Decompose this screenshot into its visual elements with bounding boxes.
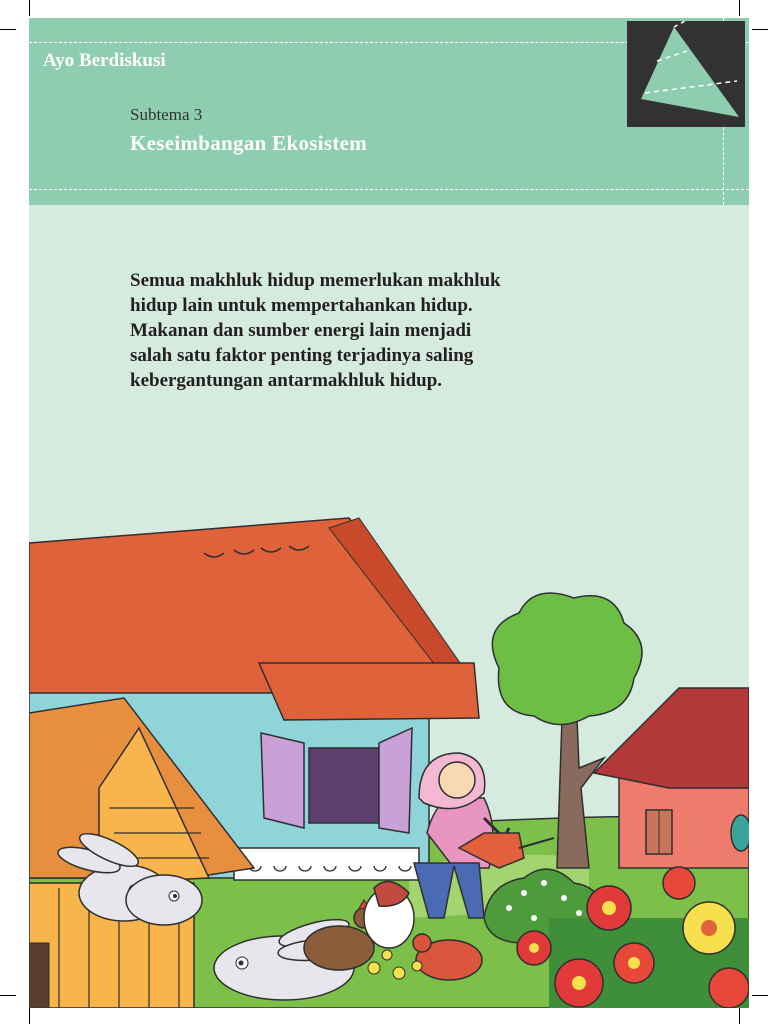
crop-mark (739, 0, 740, 16)
crop-mark (29, 0, 30, 16)
dashed-rule-bottom (29, 189, 749, 190)
body-line: Semua makhluk hidup memerlukan makhluk (130, 270, 501, 291)
crop-mark (0, 995, 16, 996)
crop-mark (739, 1008, 740, 1024)
section-label: Ayo Berdiskusi (43, 50, 166, 71)
crop-mark (29, 1008, 30, 1024)
crop-mark (0, 29, 16, 30)
crop-mark (752, 29, 768, 30)
header-band (29, 18, 749, 205)
village-scene-illustration (29, 488, 749, 1008)
subtema-title: Keseimbangan Ekosistem (130, 131, 368, 155)
paper-fold-icon (627, 21, 745, 127)
crop-mark (752, 995, 768, 996)
body-line: kebergantungan antarmakhluk hidup. (130, 370, 443, 391)
body-paragraph (130, 268, 630, 393)
body-line: Makanan dan sumber energi lain menjadi (130, 320, 472, 341)
body-line: hidup lain untuk mempertahankan hidup. (130, 295, 473, 316)
body-line: salah satu faktor penting terjadinya saling (130, 345, 474, 366)
page-frame (29, 18, 749, 1008)
subtema-number: Subtema 3 (130, 105, 203, 124)
